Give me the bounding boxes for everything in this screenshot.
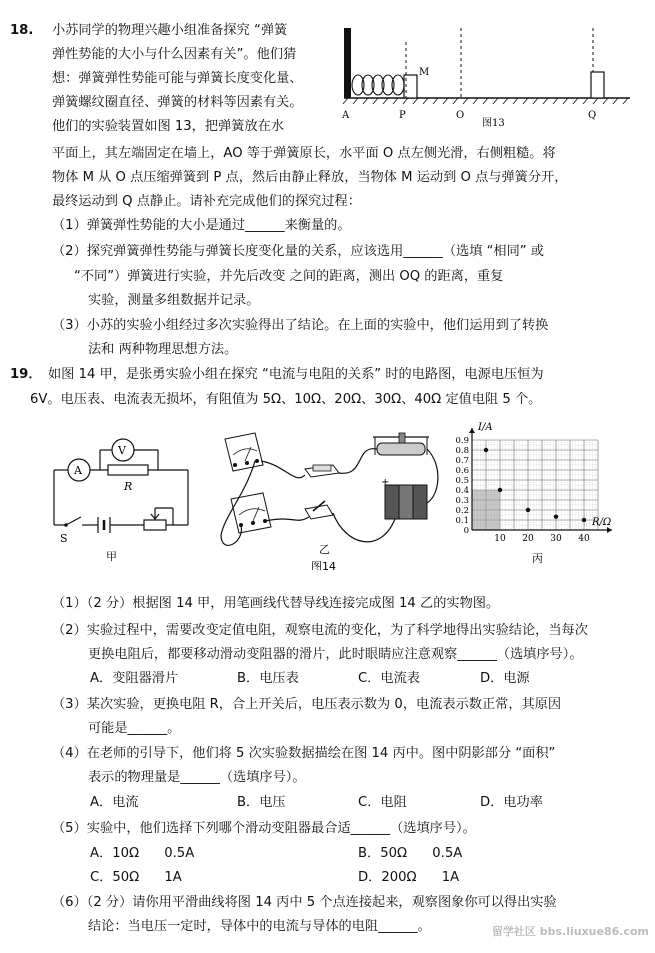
q19-sub2-option-d: D．电源 (480, 671, 530, 686)
q19-sub4-option-d: D．电功率 (480, 795, 543, 810)
switch-icon (66, 517, 81, 525)
chart-y-tick: 0 (463, 526, 469, 536)
chart-x-tick: 10 (494, 534, 506, 544)
figure-14-circuit (48, 430, 208, 570)
floor-hatch (343, 98, 628, 104)
q19-sub4b: 表示的物理量是______（选填序号）。 (88, 770, 306, 785)
fixed-resistor-icon (305, 465, 339, 477)
chart-y-tick: 0.9 (455, 436, 469, 446)
q19-number: 19． (10, 367, 42, 382)
q18-sub3b: 法和 两种物理思想方法。 (88, 342, 238, 357)
q19-sub5-option-b: B．50Ω 0.5A (358, 846, 463, 861)
q18-sub2b: “不同”）弹簧进行实验，并先后改变 之间的距离，测出 OQ 的距离，重复 (74, 269, 504, 284)
label-m: M (419, 67, 430, 78)
battery-device-icon (381, 477, 427, 519)
figure-14-caption: 图14 (311, 560, 336, 570)
q19-sub5-option-c: C．50Ω 1A (90, 870, 182, 885)
q19-line1: 如图 14 甲，是张勇实验小组在探究 “电流与电阻的关系” 时的电路图，电源电压恒为 (48, 367, 544, 382)
q19-sub2b: 更换电阻后，都要移动滑动变阻器的滑片，此时眼睛应注意观察______（选填序号）。 (88, 647, 583, 662)
chart-shaded-area (472, 490, 500, 530)
resistor-label: R (124, 480, 133, 493)
q19-sub4-option-b: B．电压 (237, 795, 286, 810)
chart-y-tick: 0.2 (455, 506, 469, 516)
spring (352, 75, 404, 95)
q18-line8: 最终运动到 Q 点静止。请补充完成他们的探究过程： (52, 194, 361, 209)
q18-sub3a: （3）小苏的实验小组经过多次实验得出了结论。在上面的实验中，他们运用到了转换 (52, 318, 549, 333)
q18-number: 18. (10, 23, 34, 38)
chart-y-tick: 0.5 (455, 476, 469, 486)
q19-sub2-option-c: C．电流表 (358, 671, 420, 686)
chart-data-point (484, 448, 488, 452)
watermark: 留学社区 bbs.liuxue86.com (491, 925, 649, 938)
rheostat-device-icon (373, 433, 429, 455)
q18-sub2a: （2）探究弹簧弹性势能与弹簧长度变化量的关系，应该选用______（选填 “相同” 或 (52, 244, 544, 259)
q18-line7: 物体 M 从 O 点压缩弹簧到 P 点，然后由静止释放，当物体 M 运动到 O 点与弹簧分开， (52, 170, 568, 185)
q18-line6: 平面上，其左端固定在墙上，AO 等于弹簧原长，水平面 O 点左侧光滑，右侧粗糙。将 (52, 146, 556, 161)
rheostat-icon (144, 520, 166, 530)
q19-sub2a: （2）实验过程中，需要改变定值电阻，观察电流的变化，为了科学地得出实验结论，当每次 (52, 623, 588, 638)
wall (344, 28, 351, 98)
chart-x-tick: 40 (578, 534, 590, 544)
label-q: Q (588, 110, 597, 121)
q18-sub2c: 实验，测量多组数据并记录。 (88, 293, 260, 308)
label-a: A (342, 110, 350, 121)
figure-14-chart (450, 420, 620, 570)
q19-sub4-option-c: C．电阻 (358, 795, 407, 810)
q19-sub5-option-a: A．10Ω 0.5A (90, 846, 195, 861)
switch-label: S (60, 532, 68, 545)
figure-14-apparatus (205, 425, 450, 570)
chart-y-tick: 0.3 (455, 496, 469, 506)
resistor-icon (108, 465, 148, 475)
q18-line1: 小苏同学的物理兴趣小组准备探究 “弹簧 (52, 23, 288, 38)
q19-sub3a: （3）某次实验，更换电阻 R，合上开关后，电压表示数为 0，电流表示数正常，其原因 (52, 697, 562, 712)
chart-data-point (554, 515, 558, 519)
label-o: O (456, 110, 465, 121)
svg-text:+: + (381, 477, 390, 488)
chart-y-tick: 0.6 (455, 466, 469, 476)
q19-sub4-option-a: A．电流 (90, 795, 139, 810)
chart-y-axis-label: I/A (478, 422, 493, 433)
q19-sub5-option-d: D．200Ω 1A (358, 870, 460, 885)
q19-line2: 6V。电压表、电流表无损坏，有阻值为 5Ω、10Ω、20Ω、30Ω、40Ω 定值电阻 5 个。 (30, 392, 542, 407)
chart-data-point (582, 518, 586, 522)
q18-line3: 想：弹簧弹性势能可能与弹簧长度变化量、 (52, 71, 303, 86)
chart-data-point (498, 488, 502, 492)
meter-top-icon (225, 433, 263, 471)
ammeter-label: A (74, 464, 82, 477)
chart-y-tick: 0.4 (455, 486, 469, 496)
q19-sub2-option-b: B．电压表 (237, 671, 299, 686)
q18-line4: 弹簧螺纹圈直径、弹簧的材料等因素有关。 (52, 95, 303, 110)
chart-y-tick: 0.1 (455, 516, 469, 526)
voltmeter-label: V (118, 444, 126, 457)
q18-line5: 他们的实验装置如图 13，把弹簧放在水 (52, 119, 284, 134)
block-q (591, 72, 604, 98)
q19-sub1: （1）（2 分）根据图 14 甲，用笔画线代替导线连接完成图 14 乙的实物图。 (52, 596, 500, 611)
figure-13-caption: 图13 (482, 118, 505, 129)
q19-sub3b: 可能是______。 (88, 721, 181, 736)
chart-x-axis-label: R/Ω (592, 517, 612, 528)
label-jia: 甲 (106, 550, 117, 563)
q18-line2: 弹性势能的大小与什么因素有关”。他们猜 (52, 47, 297, 62)
q19-sub6a: （6）（2 分）请你用平滑曲线将图 14 丙中 5 个点连接起来，观察图象你可以得出实验 (52, 895, 557, 910)
label-p: P (399, 110, 406, 121)
q19-sub4a: （4）在老师的引导下，他们将 5 次实验数据描绘在图 14 丙中。图中阴影部分 “面积” (52, 746, 556, 761)
q18-sub1: （1）弹簧弹性势能的大小是通过______来衡量的。 (52, 218, 351, 233)
chart-x-tick: 30 (550, 534, 562, 544)
switch-device-icon (305, 501, 333, 519)
q19-sub5a: （5）实验中，他们选择下列哪个滑动变阻器最合适______（选填序号）。 (52, 821, 476, 836)
q19-sub2-option-a: A．变阻器滑片 (90, 671, 179, 686)
label-bing: 丙 (532, 552, 543, 565)
meter-bottom-icon (231, 493, 271, 533)
chart-data-point (526, 508, 530, 512)
figure-13 (330, 22, 648, 132)
q19-sub6b: 结论：当电压一定时，导体中的电流与导体的电阻______。 (88, 919, 431, 934)
label-yi: 乙 (319, 543, 330, 556)
chart-x-tick: 20 (522, 534, 534, 544)
chart-y-tick: 0.7 (455, 456, 469, 466)
chart-y-tick: 0.8 (455, 446, 469, 456)
